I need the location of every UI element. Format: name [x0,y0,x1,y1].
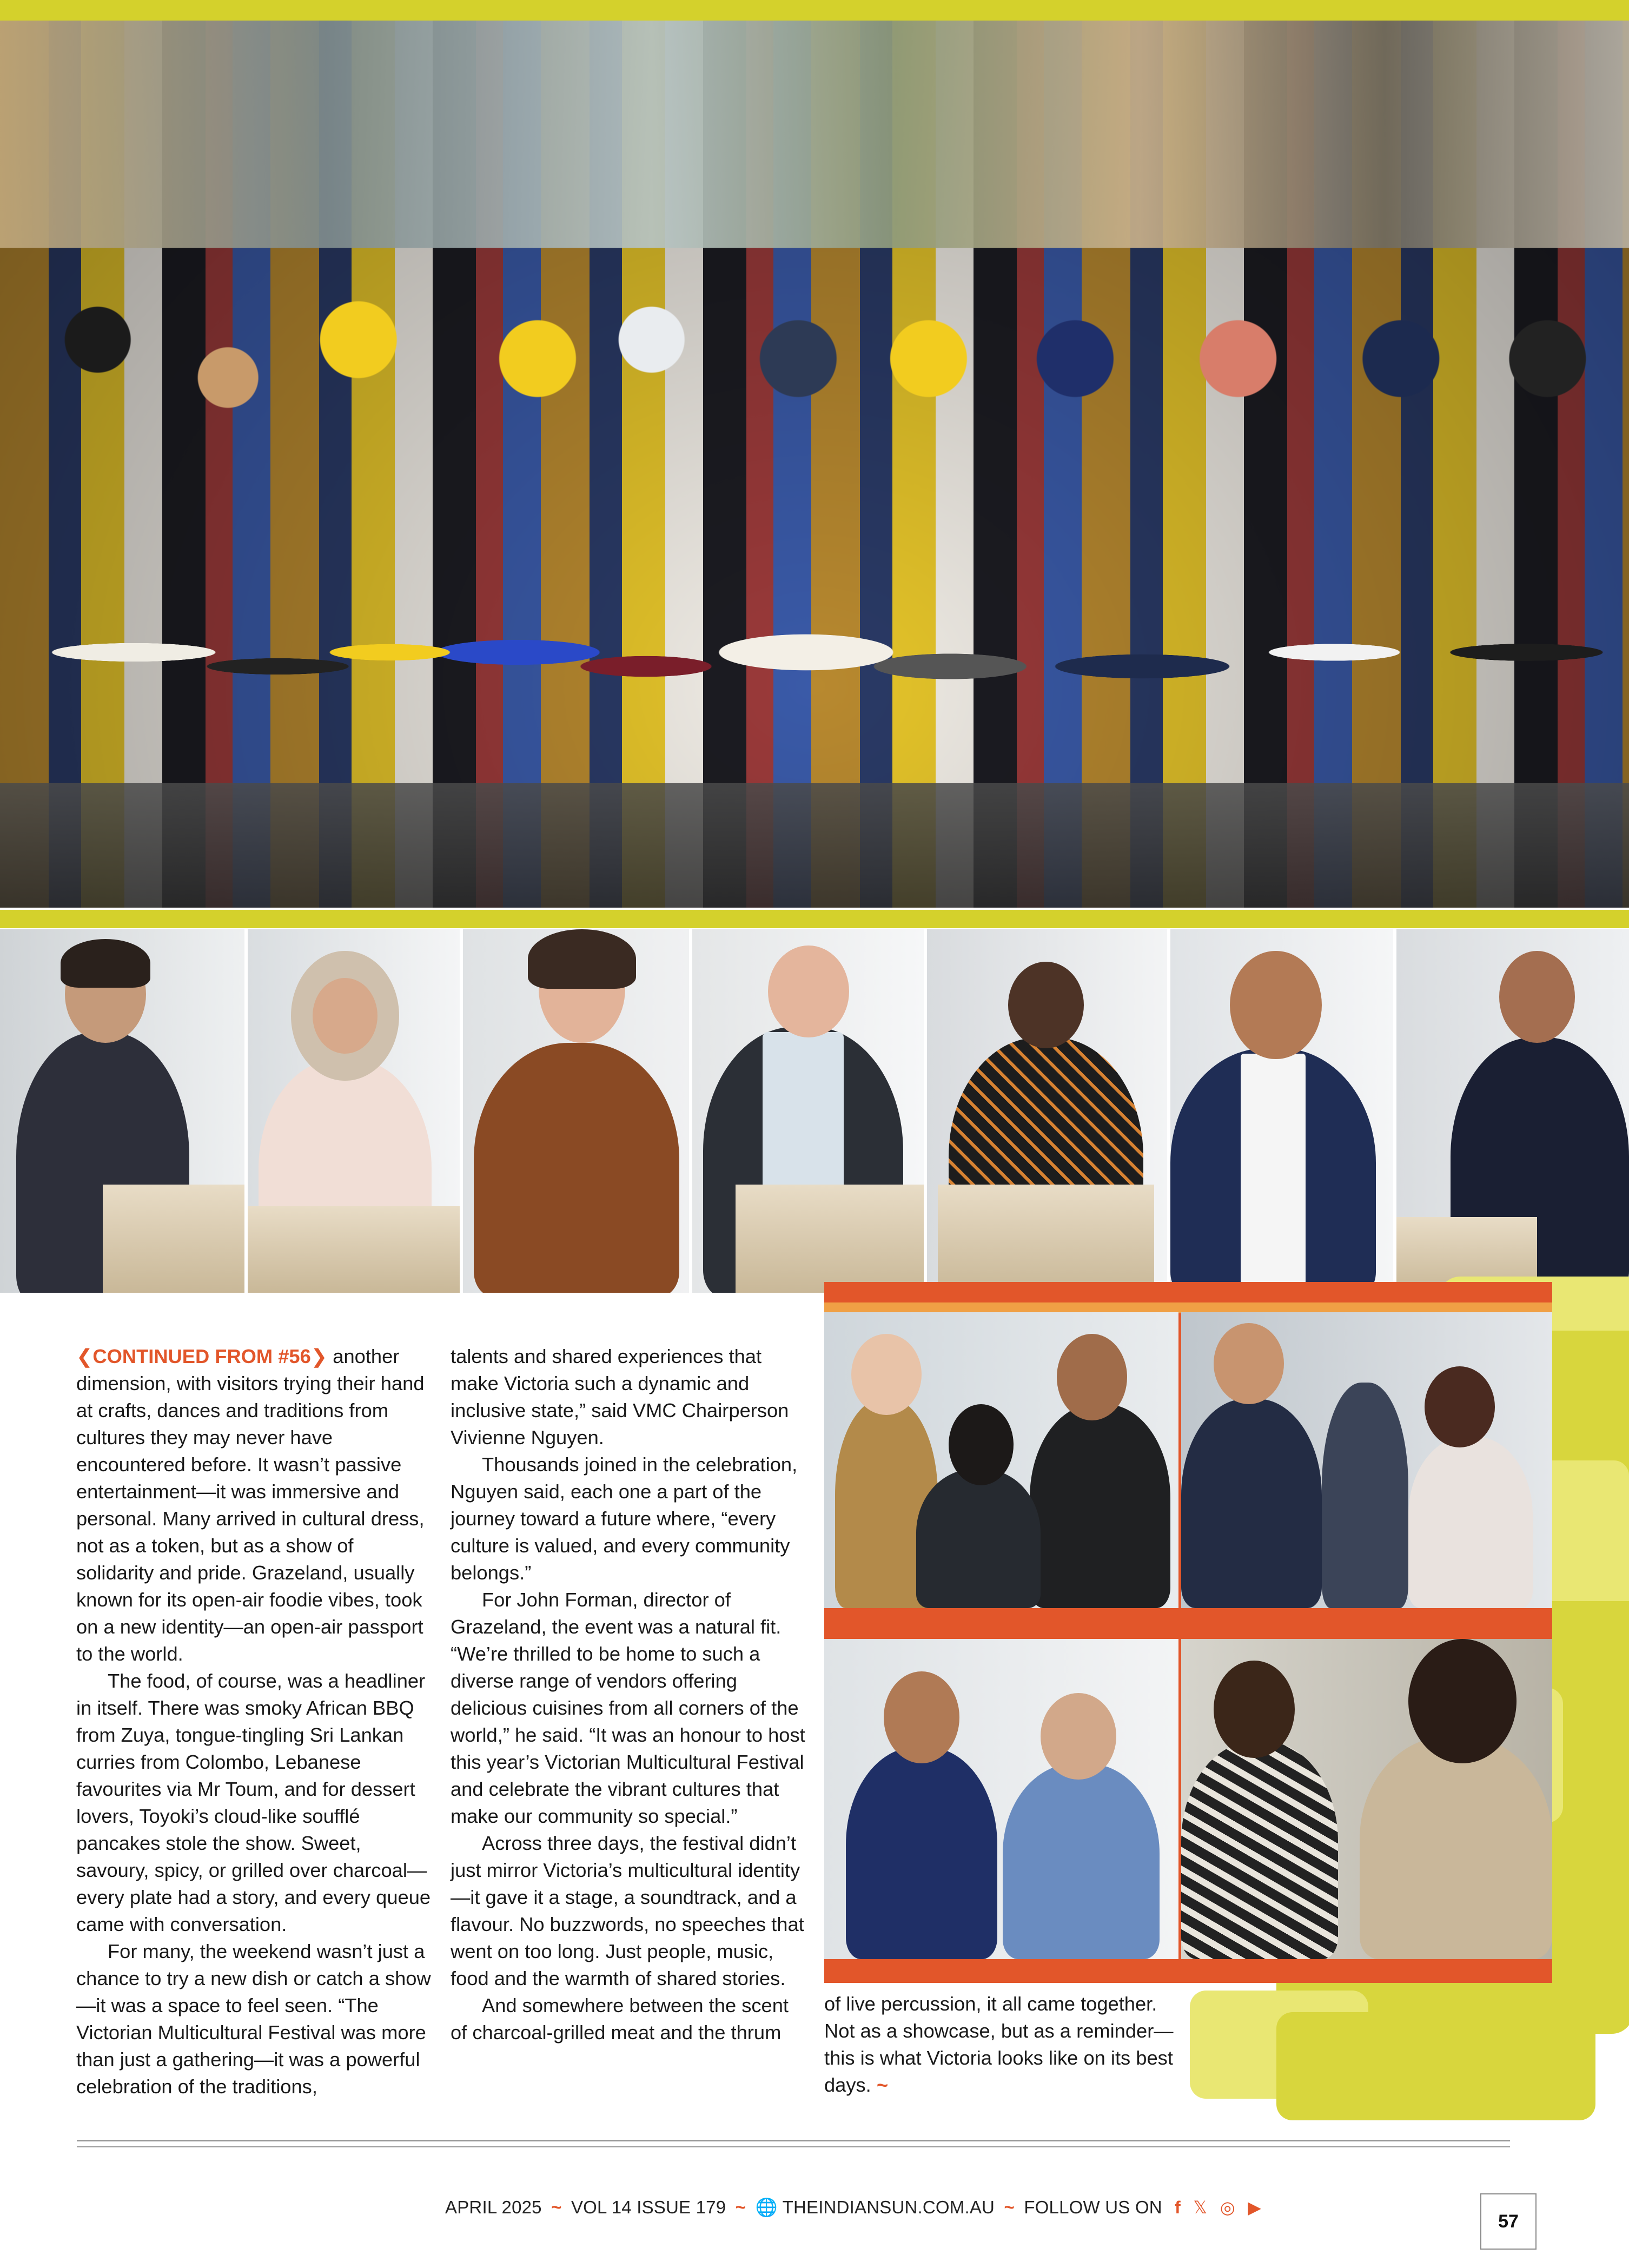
speaker-photo-4 [692,929,924,1293]
networking-photo-3 [824,1639,1178,1959]
article-paragraph: talents and shared experiences that make Victoria such a dynamic and inclusive state,” said VMC Chairperson Vivienne Nguyen. [451,1345,789,1449]
end-mark-icon: ~ [876,2074,889,2096]
article-paragraph: of live percussion, it all came together. Not as a showcase, but as a reminder—this is what Victoria looks like on its best days. [824,1993,1174,2096]
speaker-photo-1 [0,929,244,1293]
speaker-photo-7 [1396,929,1629,1293]
article-paragraph: For John Forman, director of Grazeland, the event was a natural fit. “We’re thrilled to be home to such a diverse range of vendors offering delicious cuisines from all corners of the world,” he said. “It was an honour to host this year’s Victorian Multicultural Festival and celebrate the vibrant cultures that make our community so special.” [451,1589,805,1827]
speaker-photo-6 [1170,929,1393,1293]
page-number: 57 [1480,2193,1537,2250]
networking-photo-4 [1181,1639,1552,1959]
networking-photo-2 [1181,1312,1552,1608]
chevron-left-icon: ❮ [76,1345,93,1367]
footer-follow: FOLLOW US ON [1024,2197,1162,2217]
article-paragraph: another dimension, with visitors trying their hand at crafts, dances and traditions from cultures they may never have encountered before. It wasn’t passive entertainment—it was immersive and personal. Many arrived in cultural dress, not as a token, but as a show of solidarity and pride. Grazeland, usually known for its open-air foodie vibes, took on a new identity—an open-air passport to the world. [76,1345,425,1665]
article-paragraph: The food, of course, was a headliner in itself. There was smoky African BBQ from Zuya, tongue-tingling Sri Lankan curries from Colombo, Lebanese favourites via Mr Toum, and for dessert lovers, Toyoki’s cloud-like soufflé pancakes stole the show. Sweet, savoury, spicy, or grilled over charcoal—every plate had a story, and every queue came with conversation. [76,1670,431,1935]
top-accent-bar [0,0,1629,21]
speaker-photo-5 [927,929,1167,1293]
chevron-right-icon: ❯ [310,1345,328,1367]
globe-icon: 🌐 [755,2197,778,2217]
article-paragraph: Across three days, the festival didn’t just mirror Victoria’s multicultural identity—it gave it a stage, a soundtrack, and a flavour. No buzzwords, no speeches that went on too long. Just people, music, food and the warmth of shared stories. [451,1832,804,1989]
instagram-icon[interactable]: ◎ [1220,2198,1235,2217]
footer-rule [77,2140,1510,2141]
networking-photo-1 [824,1312,1178,1608]
footer-rule [77,2146,1510,2147]
article-paragraph: Thousands joined in the celebration, Nguyen said, each one a part of the journey toward a future where, “every culture is valued, and every community belongs.” [451,1453,798,1584]
footer-issue: VOL 14 ISSUE 179 [571,2197,726,2217]
youtube-icon[interactable]: ▶ [1248,2198,1262,2217]
collage-frame-inner [824,1302,1552,1313]
middle-accent-bar [0,910,1629,928]
speaker-photo-2 [248,929,460,1293]
x-icon[interactable]: 𝕏 [1193,2198,1208,2217]
article-paragraph: And somewhere between the scent of charcoal-grilled meat and the thrum [451,1994,789,2044]
article-column-2 [451,1343,810,2046]
article-paragraph: For many, the weekend wasn’t just a chance to try a new dish or catch a show—it was a space to feel seen. “The Victorian Multicultural Festival was more than just a gathering—it was a powerful celebration of the traditions, [76,1940,431,2098]
footer-separator: ~ [1004,2197,1015,2217]
footer-separator: ~ [735,2197,746,2217]
group-photo [0,21,1629,908]
article-column-1 [76,1343,436,2100]
page-footer [445,2197,1261,2218]
speaker-photo-3 [463,929,689,1293]
footer-separator: ~ [551,2197,562,2217]
facebook-icon[interactable]: f [1175,2198,1181,2217]
footer-date: APRIL 2025 [445,2197,542,2217]
continued-from-label: ❮CONTINUED FROM #56❯ [76,1345,328,1367]
article-column-3 [824,1991,1184,2099]
footer-website[interactable]: THEINDIANSUN.COM.AU [782,2197,995,2217]
